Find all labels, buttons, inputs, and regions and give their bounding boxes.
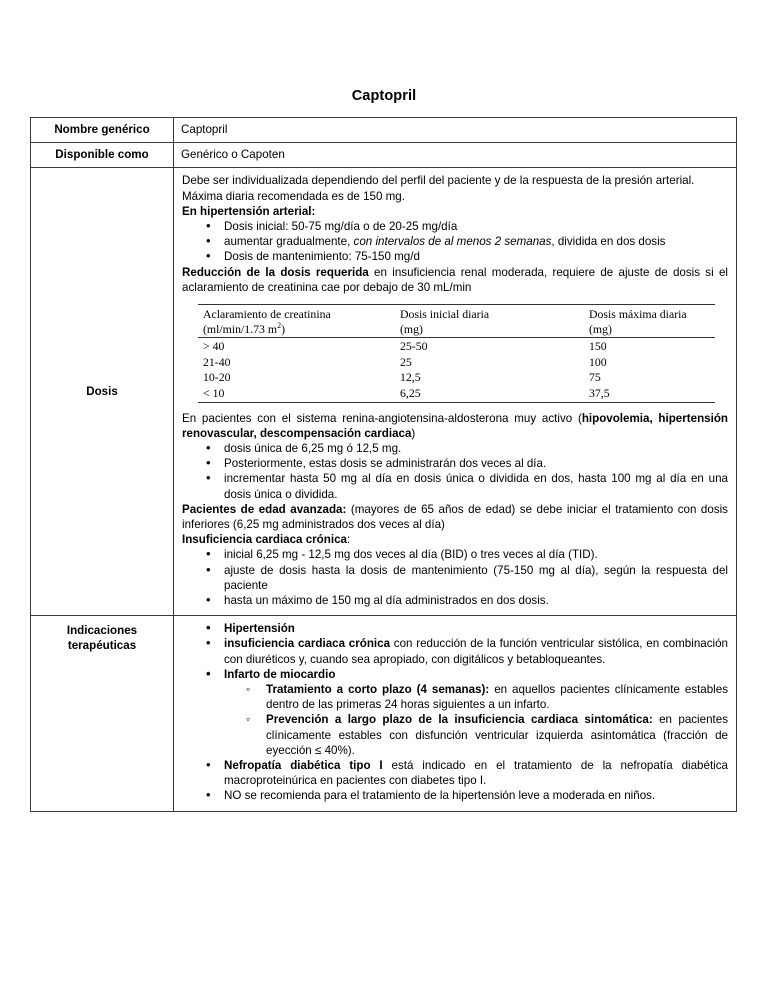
dosis-icc-rest: : xyxy=(346,533,351,547)
list-item xyxy=(182,667,728,758)
creatinina-header-dosis-maxima-line2: (mg) xyxy=(589,321,612,336)
row-value-nombre-generico xyxy=(174,118,737,143)
table-row-indicaciones xyxy=(31,616,737,811)
creatinina-header-row xyxy=(198,305,715,338)
dosis-icc-bullet-list xyxy=(182,547,728,608)
disponible-como-text: Genérico o Capoten xyxy=(181,148,285,162)
indicacion-hipertension: Hipertensión xyxy=(224,622,295,636)
creatinina-cell-aclaramiento: 10-20 xyxy=(203,370,231,385)
creatinina-header-aclaramiento-line2 xyxy=(203,322,400,337)
indicacion-nefropatia-bold: Nefropatía diabética tipo I xyxy=(224,759,383,773)
dosis-icc-bullet-1: ajuste de dosis hasta la dosis de mantenimiento (75-150 mg al día), según la respuesta del paciente xyxy=(224,563,728,592)
creatinina-header-dosis-maxima xyxy=(589,305,715,338)
drug-info-table xyxy=(30,117,737,812)
list-item xyxy=(182,563,728,593)
dosis-reduccion-bold: Reducción de la dosis requerida xyxy=(182,265,369,279)
creatinina-cell-inicial: 6,25 xyxy=(400,385,589,402)
creatinina-table-wrapper xyxy=(198,304,710,403)
indicacion-corto-plazo-rest: en aquellos pacientes clínicamente estables dentro de las primeras 24 horas siguientes a un infarto. xyxy=(266,683,729,712)
creatinina-header-aclaramiento-line1: Aclaramiento de creatinina xyxy=(203,307,331,322)
dosis-renina-bold: hipovolemia, hipertensión renovascular, descompensación cardiaca xyxy=(182,411,728,440)
list-item xyxy=(182,234,728,249)
creatinina-cell-aclaramiento: > 40 xyxy=(203,339,225,354)
table-row-dosis xyxy=(31,168,737,616)
creatinina-cell-maxima: 150 xyxy=(589,339,607,354)
creatinina-table-head xyxy=(198,305,715,338)
dosis-intro-2: Máxima diaria recomendada es de 150 mg. xyxy=(182,189,405,203)
dosis-reduccion-rest: en insuficiencia renal moderada, requiere de ajuste de dosis si el aclaramiento de creatinina cae por debajo de 30 mL/min xyxy=(182,265,728,294)
creatinina-dosing-table xyxy=(198,304,715,403)
creatinina-header-dosis-inicial-line1: Dosis inicial diaria xyxy=(400,307,490,322)
creatinina-cell-inicial: 25 xyxy=(400,354,412,369)
creatinina-header-aclaramiento xyxy=(198,305,400,338)
dosis-hta-bullet-list xyxy=(182,219,728,265)
dosis-icc-bold: Insuficiencia cardiaca crónica xyxy=(182,533,347,547)
creatinina-units-superscript: 2 xyxy=(277,320,282,330)
table-row xyxy=(198,385,715,402)
table-row-disponible-como xyxy=(31,143,737,168)
indicacion-icc-bold: insuficiencia cardiaca crónica xyxy=(224,637,391,651)
table-row xyxy=(198,354,715,370)
table-row xyxy=(198,338,715,354)
indicacion-corto-plazo-bold: Tratamiento a corto plazo (4 semanas): xyxy=(266,683,490,697)
dosis-heading-hipertension: En hipertensión arterial: xyxy=(182,204,316,218)
table-row-nombre-generico xyxy=(31,118,737,143)
indicacion-largo-plazo-bold: Prevención a largo plazo de la insuficiencia cardiaca sintomática: xyxy=(266,713,653,727)
creatinina-units-pre: (ml/min/1.73 m xyxy=(203,321,278,336)
indicacion-icc-rest: con reducción de la función ventricular sistólica, en combinación con diuréticos y, cuando sea apropiado, con digitálicos y betabloqueantes. xyxy=(224,637,728,666)
creatinina-cell-aclaramiento: 21-40 xyxy=(203,354,231,369)
creatinina-units-post: ) xyxy=(281,321,285,336)
row-label-indicaciones xyxy=(31,616,174,811)
dosis-ancianos-rest: (mayores de 65 años de edad) se debe iniciar el tratamiento con dosis inferiores (6,25 mg administrados dos veces al día) xyxy=(182,502,728,532)
row-value-disponible-como xyxy=(174,143,737,168)
indicacion-ninos: NO se recomienda para el tratamiento de la hipertensión leve a moderada en niños. xyxy=(224,789,656,803)
creatinina-cell-maxima: 100 xyxy=(589,354,607,369)
list-item xyxy=(182,219,728,234)
dosis-reduccion-paragraph xyxy=(182,265,728,295)
dosis-hta-bullet-0: Dosis inicial: 50-75 mg/día o de 20-25 mg/día xyxy=(224,220,458,234)
creatinina-cell-inicial: 12,5 xyxy=(400,370,421,385)
dosis-icc-bullet-2: hasta un máximo de 150 mg al día administrados en dos dosis. xyxy=(224,594,549,608)
dosis-aumentar-italic: con intervalos de al menos 2 semanas xyxy=(353,235,552,249)
list-item xyxy=(182,788,728,803)
indicaciones-sub-bullet-list xyxy=(224,682,728,758)
dosis-renina-bullet-2: incrementar hasta 50 mg al día en dosis única o dividida en dos, hasta 100 mg al día en una dosis única o dividida. xyxy=(224,472,728,501)
dosis-renina-bullet-list xyxy=(182,441,728,502)
dosis-intro-1: Debe ser individualizada dependiendo del perfil del paciente y de la respuesta de la presión arterial. xyxy=(182,174,695,188)
indicacion-infarto: Infarto de miocardio xyxy=(224,667,336,681)
page-title: Captopril xyxy=(351,88,417,104)
list-item xyxy=(182,593,728,608)
row-label-disponible-como: Disponible como xyxy=(31,143,174,168)
dosis-ancianos-paragraph xyxy=(182,502,728,532)
creatinina-cell-inicial: 25-50 xyxy=(400,339,428,354)
list-item xyxy=(182,758,728,788)
dosis-aumentar-post: , dividida en dos dosis xyxy=(551,235,666,249)
dosis-hta-bullet-1: Dosis de mantenimiento: 75-150 mg/d xyxy=(224,250,420,264)
creatinina-table-body xyxy=(198,338,715,402)
list-item xyxy=(182,636,728,666)
list-item xyxy=(182,547,728,562)
row-value-indicaciones xyxy=(174,616,737,811)
indicaciones-label-line2: terapéuticas xyxy=(67,639,137,653)
creatinina-cell-aclaramiento: < 10 xyxy=(198,385,400,402)
dosis-ancianos-bold: Pacientes de edad avanzada: xyxy=(182,502,347,516)
indicaciones-label-line1: Indicaciones xyxy=(66,624,138,638)
list-item xyxy=(224,682,728,712)
list-item xyxy=(182,441,728,456)
dosis-renina-paragraph xyxy=(182,411,728,441)
dosis-aumentar-pre: aumentar gradualmente, xyxy=(224,235,354,249)
creatinina-header-dosis-maxima-line1: Dosis máxima diaria xyxy=(589,307,687,322)
dosis-renina-bullet-1: Posteriormente, estas dosis se administrarán dos veces al día. xyxy=(224,457,547,471)
list-item xyxy=(182,249,728,264)
creatinina-header-dosis-inicial-line2: (mg) xyxy=(400,321,423,336)
list-item xyxy=(182,471,728,501)
dosis-renina-pre: En pacientes con el sistema renina-angiotensina-aldosterona muy activo ( xyxy=(182,411,582,425)
dosis-icc-bullet-0: inicial 6,25 mg - 12,5 mg dos veces al día (BID) o tres veces al día (TID). xyxy=(224,548,598,562)
dosis-renina-post: ) xyxy=(411,426,416,440)
dosis-renina-bullet-0: dosis única de 6,25 mg ó 12,5 mg. xyxy=(224,442,402,455)
indicaciones-bullet-list xyxy=(182,621,728,803)
list-item xyxy=(224,712,728,758)
indicacion-nefropatia-rest: está indicado en el tratamiento de la nefropatía diabética macroproteinúrica en pacientes con diabetes tipo I. xyxy=(224,759,728,788)
creatinina-header-dosis-inicial xyxy=(400,305,589,338)
list-item xyxy=(182,456,728,471)
nombre-generico-text: Captopril xyxy=(181,123,228,136)
row-label-dosis: Dosis xyxy=(31,168,174,616)
creatinina-cell-maxima: 75 xyxy=(589,370,601,385)
row-value-dosis xyxy=(174,168,737,616)
creatinina-cell-maxima: 37,5 xyxy=(589,385,715,402)
row-label-nombre-generico: Nombre genérico xyxy=(31,118,174,143)
dosis-icc-heading xyxy=(182,532,728,547)
indicacion-largo-plazo-rest: en pacientes clínicamente estables con disfunción ventricular izquierda asintomática (fracción de eyección ≤ 40%). xyxy=(266,713,728,757)
table-row xyxy=(198,369,715,385)
list-item xyxy=(182,621,728,636)
